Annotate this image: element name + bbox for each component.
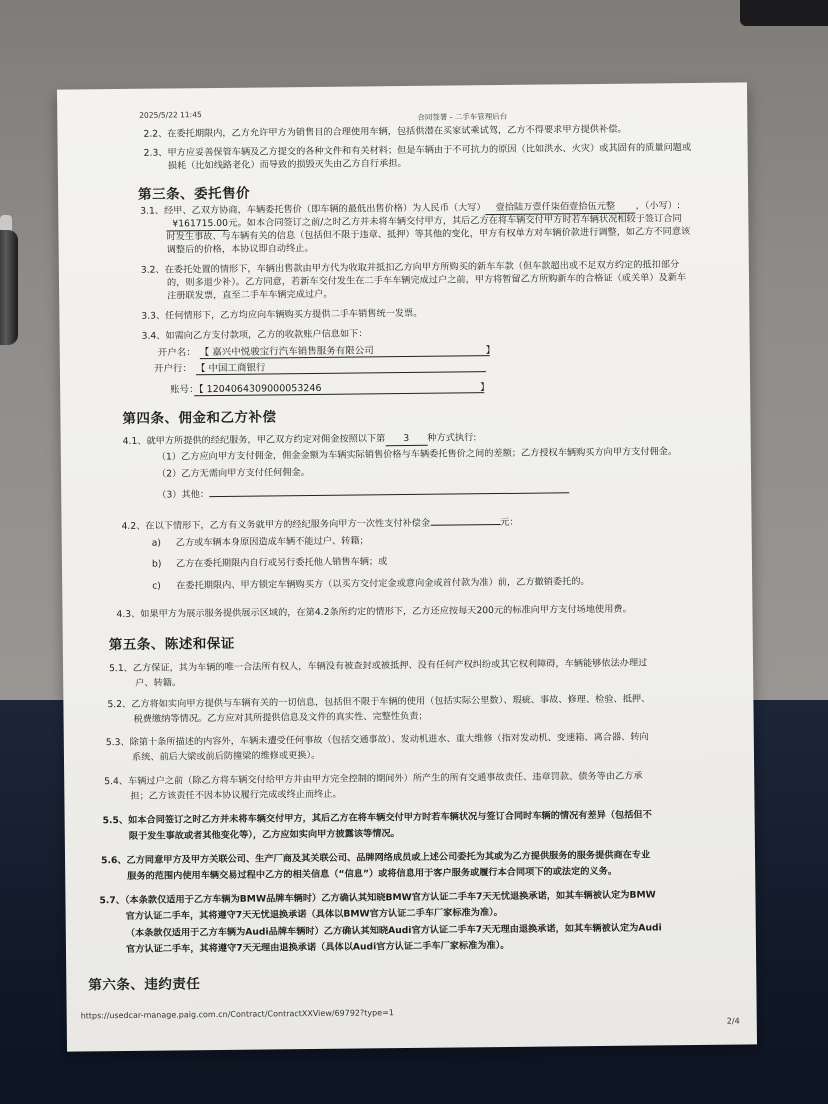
print-title: 合同签署 - 二手车管理后台 [417, 111, 508, 122]
clause-5-7-line1: 5.7、（本条款仅适用于乙方车辆为BMW品牌车辆时）乙方确认其知晓BMW官方认证二手车7天无忧退换承诺，如其车辆被认定为BMW [99, 889, 656, 907]
bracket-close-1: 】 [485, 345, 496, 357]
item-a: 乙方或车辆本身原因造成车辆不能过户、转籍； [175, 535, 369, 549]
clause-5-1-line1: 5.1、乙方保证，其为车辆的唯一合法所有权人，车辆没有被查封或被抵押、没有任何产权纠纷或其它权利障碍，车辆能够依法办理过 [108, 657, 648, 675]
item-c: 在委托期限内、甲方锁定车辆购买方（以买方交付定金或意向金或首付款为准）前，乙方撤销委托的。 [176, 576, 590, 592]
account-name-field: 【 嘉兴中悦骏宝行汽车销售服务有限公司 [200, 341, 490, 359]
clause-5-7-line4: 官方认证二手车，其将遵守7天无理由退换承诺（具体以Audi官方认证二手车厂家标准为准）。 [125, 939, 510, 955]
label-bank: 开户行： [153, 363, 192, 375]
clause-2-3-line1: 2.3、甲方应妥善保管车辆及乙方提交的各种文件和有关材料；但是车辆由于不可抗力的原因（比如洪水、火灾）或其固有的质量问题或 [143, 142, 692, 159]
clause-2-3-line2: 损耗（比如线路老化）而导致的损毁灭失由乙方自行承担。 [167, 157, 407, 172]
clause-2-2: 2.2、在委托期限内，乙方允许甲方为销售目的合理使用车辆，包括供潜在买家试乘试驾，乙方不得要求甲方提供补偿。 [143, 123, 627, 140]
clause-4-1-tail: 种方式执行: [427, 432, 477, 444]
section-5-heading: 第五条、陈述和保证 [108, 635, 235, 654]
compensation-blank [430, 524, 500, 526]
item-a-key: a) [151, 537, 162, 549]
price-lower-field: ¥161715.00 [166, 218, 228, 232]
clause-4-2-tail: 元： [500, 516, 519, 529]
clause-5-6-line2: 服务的范围内使用车辆交易过程中乙方的相关信息（“信息”）或将信息用于客户服务或履行本合同项下的或法定的义务。 [127, 865, 618, 882]
clause-3-4: 3.4、如需向乙方支付款项，乙方的收款账户信息如下： [141, 328, 368, 342]
laptop-corner [740, 0, 828, 26]
clause-5-2-line2: 税费缴纳等情况。乙方应对其所提供信息及文件的真实性、完整性负责； [133, 710, 428, 725]
clause-4-1-text: 4.1、就甲方所提供的经纪服务，甲乙双方约定对佣金按照以下第 [122, 433, 386, 447]
clause-5-3-line1: 5.3、除第十条所描述的内容外，车辆未遭受任何事故（包括交通事故）、发动机进水、重大维修（指对发动机、变速箱、离合器、转向 [105, 731, 649, 749]
clause-3-1-text: 3.1、经甲、乙双方协商，车辆委托售价（即车辆的最低出售价格）为人民币（大写） [140, 202, 486, 217]
clause-3-2-line3: 注册联发票，直至二手车车辆完成过户。 [167, 288, 333, 302]
clause-5-4-line2: 担；乙方该责任不因本协议履行完成或终止而终止。 [130, 788, 342, 802]
option-3-label: （3）其他： [157, 489, 210, 501]
clause-4-2 [122, 517, 519, 533]
clause-3-3: 3.3、任何情形下，乙方均应向车辆购买方提供二手车销售统一发票。 [141, 307, 423, 322]
section-6-heading: 第六条、违约责任 [88, 976, 201, 994]
clause-5-1-line2: 户、转籍。 [135, 677, 182, 689]
clause-4-2-text: 4.2、在以下情形下，乙方有义务就甲方的经纪服务向甲方一次性支付补偿金 [121, 517, 431, 532]
contract-page [57, 82, 757, 1051]
label-account-number: 账号： [170, 384, 199, 396]
option-1: （1）乙方应向甲方支付佣金，佣金金额为车辆实际销售价格与车辆委托售价之间的差额；乙方授权车辆购买方向甲方支付佣金。 [156, 446, 678, 463]
option-3 [157, 485, 569, 501]
clause-5-7-line3: （本条款仅适用于乙方车辆为Audi品牌车辆时）乙方确认其知晓Audi官方认证二手车7天无理由退换承诺，如其车辆被认定为Audi [125, 922, 662, 939]
section-4-heading: 第四条、佣金和乙方补偿 [122, 409, 277, 427]
section-3-heading: 第三条、委托售价 [138, 185, 251, 203]
clause-5-3-line2: 系统、前后大梁或前后防撞梁的维修或更换）。 [131, 749, 321, 763]
clause-3-1-line3: 时发生事故、与车辆有关的信息（包括但不限于违章、抵押）等其他的变化，甲方有权单方对车辆价款进行调整，如乙方不同意该 [166, 226, 691, 243]
clause-5-7-line2: 官方认证二手车，其将遵守7天无忧退换承诺（具体以BMW官方认证二手车厂家标准为准）。 [125, 907, 503, 922]
item-b: 乙方在委托期限内自行或另行委托他人销售车辆；或 [175, 556, 388, 570]
clause-3-1-tail: ，（小写）: [635, 200, 681, 212]
clause-5-4-line1: 5.4、车辆过户之前（除乙方将车辆交付给甲方并由甲方完全控制的期间外）所产生的所有交通事故责任、违章罚款、债务等由乙方承 [104, 770, 643, 788]
clause-3-2-line1: 3.2、在委托处置的情形下，车辆出售款由甲方代为收取并抵扣乙方向甲方所购买的新车车款（但车款超出或不足双方约定的抵扣部分 [140, 259, 680, 276]
price-upper-field: 壹拾陆万壹仟柒佰壹拾伍元整 [486, 201, 636, 216]
clause-5-2-line1: 5.2、乙方将如实向甲方提供与车辆有关的一切信息，包括但不限于车辆的使用（包括实际公里数）、瑕疵、事故、修理、检验、抵押、 [107, 693, 651, 711]
footer-page-number: 2/4 [726, 1016, 740, 1026]
label-account-name: 开户名： [157, 347, 196, 359]
pen [0, 230, 18, 345]
clause-5-6-line1: 5.6、乙方同意甲方及甲方关联公司、生产厂商及其关联公司、品牌网络成员或上述公司委托为其或为乙方提供服务的服务提供商在专业 [101, 849, 651, 867]
bracket-close-2: 】 [480, 382, 490, 394]
clause-5-5-line1: 5.5、如本合同签订之时乙方并未将车辆交付甲方，其后乙方在将车辆交付甲方时若车辆状况与签订合同时车辆的情况有差异（包括但不 [102, 809, 652, 827]
print-timestamp: 2025/5/22 11:45 [139, 110, 202, 120]
bank-field: 【 中国工商银行 [196, 357, 486, 375]
item-c-key: c) [152, 580, 161, 592]
commission-option-field: 3 [385, 433, 427, 446]
item-b-key: b) [151, 558, 162, 570]
clause-5-5-line2: 限于发生事故或者其他变化等），乙方应如实向甲方披露该等情况。 [128, 828, 400, 842]
clause-4-1 [123, 432, 477, 449]
clause-3-2-line2: 的，则多退少补）。乙方同意，若新车交付发生在二手车车辆完成过户之前，甲方将暂留乙方所购新车的合格证（或关单）及新车 [166, 272, 687, 289]
option-3-blank [209, 492, 569, 497]
clause-3-1-text2: 元。如本合同签订之前/之时乙方并未将车辆交付甲方，其后乙方在将车辆交付甲方时若车辆状况相较于签订合同 [228, 213, 682, 229]
option-2: （2）乙方无需向甲方支付任何佣金。 [156, 467, 310, 480]
clause-4-3: 4.3、如果甲方为展示服务提供展示区域的，在第4.2条所约定的情形下，乙方还应按每天200元的标准向甲方支付场地使用费。 [116, 603, 632, 621]
clause-3-1-line4: 调整后的价格，本协议即自动终止。 [166, 242, 314, 256]
footer-url: https://usedcar-manage.paig.com.cn/Contract/ContractXXView/69792?type=1 [80, 1008, 394, 1021]
account-number-field: 【 1204064309000053246 [194, 378, 484, 396]
